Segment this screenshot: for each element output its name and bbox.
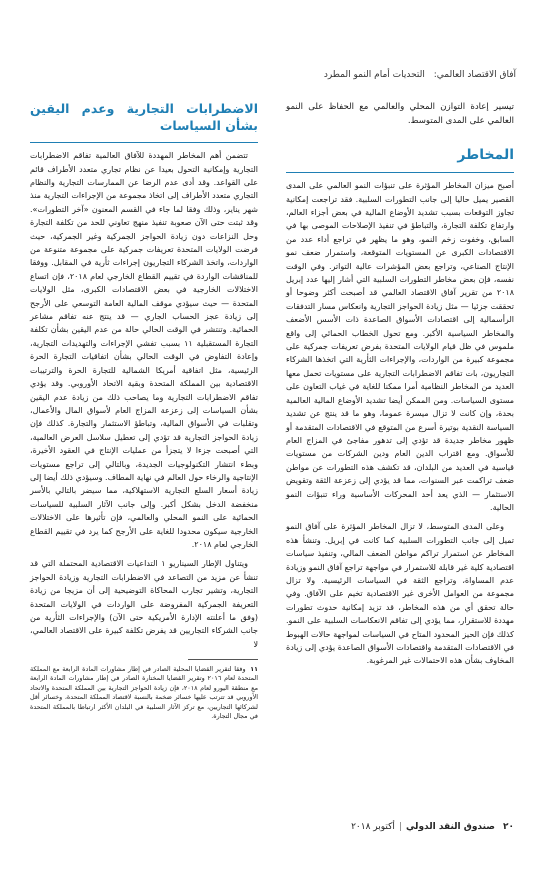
heading-rule [30, 142, 258, 143]
heading-rule [286, 172, 514, 173]
body-paragraph: أصبح ميزان المخاطر المؤثرة على تنبؤات النمو العالمي على المدى القصير يميل حاليا إلى جانب التطورات السلبية. فقد تراجعت إمكانية تجاوز التوقعات بسبب تشديد الأوضاع المالية في بعض أجزاء العالم، وارتفاع تكلفة التجارة، والتباطؤ في تنفيذ الإصلاحات الموصى بها في السابق، وخفوت زخم النمو، وهو ما يظهر في تراجع أداء عدد من الاقتصادات الكبرى عن المستويات المتوقعة، واستمرار ضعف نمو الإنتاج الصناعي، وتراجع بعض المؤشرات عالية التواتر. وفي الوقت نفسه، فإن بعض مخاطر التطورات السلبية التي أشار إليها عدد إبريل ٢٠١٨ من تقرير آفاق الاقتصاد العالمي قد أصبحت أكثر وضوحا أو تحققت جزئيا — مثل زيادة الحواجز التجارية وانعكاس مسار التدفقات الرأسمالية إلى اقتصادات الأسواق الصاعدة ذات الأسس الأضعف والمخاطر السياسية الأكبر. ومع تحول الخطاب الحمائي إلى واقع ملموس في ظل قيام الولايات المتحدة بفرض تعريفات جمركية على مجموعة كبيرة من الواردات، والإجراءات الثأرية التي اتخذها الشركاء التجاريون، بات تفاقم الاضطرابات التجارية على مستويات تحمل معها العديد من المخاطر النظامية أمرا ممكنا للغاية في غياب التعاون على مستوى السياسات. ومن الممكن أيضا تشديد الأوضاع المالية العالمية بحدة، وإن كانت لا تزال ميسرة عموما، وهو ما قد ينتج عن تشديد السياسة النقدية بوتيرة أسرع من المتوقع في الاقتصادات المتقدمة أو ظهور مخاطر جديدة قد تؤدي إلى تدهور مفاجئ في المزاج العام للأسواق. ومع اقتراب الدين العام ودين الشركات من مستويات قياسية في العديد من البلدان، قد تكشف هذه التطورات عن مواطن ضعف تراكمت عبر السنوات، مما قد يؤدي إلى زعزعة الثقة وتقويض الاستثمار — الذي يعد أحد المحركات الأساسية وراء تنبؤات النمو الحالية. [286, 181, 514, 512]
right-column [286, 100, 514, 668]
footnote-text: وفقا لتقرير القضايا المحلية الصادر في إطار مشاورات المادة الرابعة مع المملكة المتحدة لعام ٢٠١٦ وتقرير القضايا المختارة الصادر في إطار مشاورات المادة الرابعة مع منطقة اليورو لعام ٢٠١٨، فإن زيادة الحواجز التجارية بين المملكة المتحدة والاتحاد الأوروبي قد تترتب عليها خسائر ضخمة بالنسبة لاقتصاد المملكة المتحدة، وخسائر أقل لشركائها التجاريين، مع تركز الآثار السلبية في البلدان الأكثر ارتباطا بالمملكة المتحدة في مجال التجارة. [30, 665, 259, 721]
publication-name: صندوق النقد الدولي [405, 822, 495, 832]
body-paragraph: وعلى المدى المتوسط، لا تزال المخاطر المؤثرة على آفاق النمو تميل إلى جانب التطورات السلبية كما كانت في إبريل. وتنشأ هذه المخاطر عن استمرار تراكم مواطن الضعف المالي، وتنفيذ سياسات اقتصادية كلية غير قابلة للاستمرار في مواجهة تراجع آفاق النمو وزيادة عدم المساواة، وتراجع الثقة في السياسات الرئيسية. ولا تزال مجموعة من العوامل الأخرى غير الاقتصادية تخيم على الآفاق. وفي حالة تحقق أي من هذه المخاطر، قد تزيد إمكانية حدوث تطورات مهددة للاستقرار، مما يؤدي إلى تفاقم الانعكاسات السلبية على النمو. كذلك فإن الحيز المحدود المتاح في السياسات لمواجهة حالات الهبوط في الاقتصادات المتقدمة واقتصادات الأسواق الصاعدة يؤدي إلى زيادة المخاوف بشأن هذه الاحتمالات غير المرغوبة. [286, 522, 514, 666]
body-paragraph: تتضمن أهم المخاطر المهددة للآفاق العالمية تفاقم الاضطرابات التجارية وإمكانية التحول بعيدا عن نظام تجاري متعدد الأطراف قائم على القواعد. وقد أدى عدم الرضا عن الممارسات التجارية والنظام التجاري متعدد الأطراف إلى اتخاذ مجموعة من الإجراءات التجارية منذ شهر يناير، وذلك وفقا لما جاء في القسم المعنون «آخر التطورات». وقد ثبتت حتى الآن صعوبة تنفيذ منهج تعاوني للحد من تكلفة التجارة وحل النزاعات دون زيادة الحواجز الجمركية وغير الجمركية، حيث فرضت الولايات المتحدة تعريفات جمركية على مجموعة متنوعة من الواردات، واتخذ الشركاء التجاريون إجراءات ثأرية في المقابل. ووفقا للمناقشات الواردة في تقييم القطاع الخارجي لعام ٢٠١٨، فإن اتساع الاختلالات الخارجية في بعض الاقتصادات الكبرى، مثل الولايات المتحدة — حيث سيؤدي موقف المالية العامة التوسعي على الأرجح إلى زيادة عجز الحساب الجاري — قد ينتج عنه تفاقم مشاعر الحمائية. وتنتشر في الوقت الحالي حالة من عدم اليقين بشأن تكلفة التجارة المستقبلية ١١ بسبب تفشي الإجراءات والتهديدات التجارية، وإعادة التفاوض في الوقت الحالي بشأن اتفاقيات التجارة الحرة الرئيسية، مثل اتفاقية أمريكا الشمالية للتجارة الحرة والترتيبات الاقتصادية بين المملكة المتحدة وبقية الاتحاد الأوروبي. وقد يؤدي تفاقم الاضطرابات التجارية وما يصاحب ذلك من زيادة عدم اليقين بشأن السياسات إلى زعزعة المزاج العام لأسواق المال والأعمال، وتقلبات في الأسواق المالية، وتباطؤ الاستثمار والتجارة. كذلك فإن زيادة الحواجز التجارية قد تؤدي إلى تعطيل سلاسل العرض العالمية، التي أصبحت جزءا لا يتجزأ من عمليات الإنتاج في العقود الأخيرة، وبطء انتشار التكنولوجيات الجديدة، وبالتالي إلى تراجع مستويات الإنتاجية والرخاء حول العالم في نهاية المطاف. وسيؤدي ذلك أيضا إلى زيادة أسعار السلع التجارية الاستهلاكية، مما سيضر بالتالي بالأسر منخفضة الدخل بشكل أكبر. وإلى جانب الآثار السلبية للسياسات الحمائية على النمو المحلي والعالمي، فإن تأثيرها على الاختلالات الخارجية سيكون محدودا للغاية على الأرجح كما يرد في تقييم القطاع الخارجي لعام ٢٠١٨. [30, 151, 259, 549]
left-column [30, 100, 258, 721]
footnote-number: ١١ [250, 665, 258, 674]
footnote-rule [188, 659, 258, 660]
trade-tensions-heading: الاضطرابات التجارية وعدم اليقين بشأن السياسات [30, 101, 258, 133]
running-head-section: آفاق الاقتصاد العالمي: [433, 70, 516, 80]
page-number: ٢٠ [503, 822, 514, 832]
running-head-chapter: التحديات أمام النمو المطرد [323, 70, 425, 80]
body-paragraph: ويتناول الإطار السيناريو ١ التداعيات الاقتصادية المحتملة التي قد تنشأ عن مزيد من التصاعد في الاضطرابات التجارية وزيادة الحواجز التجارية، وتشير تجارب المحاكاة التوضيحية إلى أن مزيجا من زيادة التعريفة الجمركية المفروضة على الواردات في الولايات المتحدة (وفق ما أعلنته الإدارة الأمريكية حتى الآن) والإجراءات الثأرية من جانب الشركاء التجاريين قد يفرض تكلفة كبيرة على الاقتصاد العالمي، لا [30, 559, 258, 649]
risks-heading: المخاطر [457, 147, 514, 163]
intro-paragraph: تيسير إعادة التوازن المحلي والعالمي مع الحفاظ على النمو العالمي على المدى المتوسط. [286, 102, 514, 126]
page-footer: ٢٠صندوق النقد الدولي|أكتوبر ٢٠١٨ [351, 822, 514, 832]
footnote [30, 665, 258, 721]
issue-date: أكتوبر ٢٠١٨ [351, 822, 395, 832]
running-head [34, 70, 516, 80]
